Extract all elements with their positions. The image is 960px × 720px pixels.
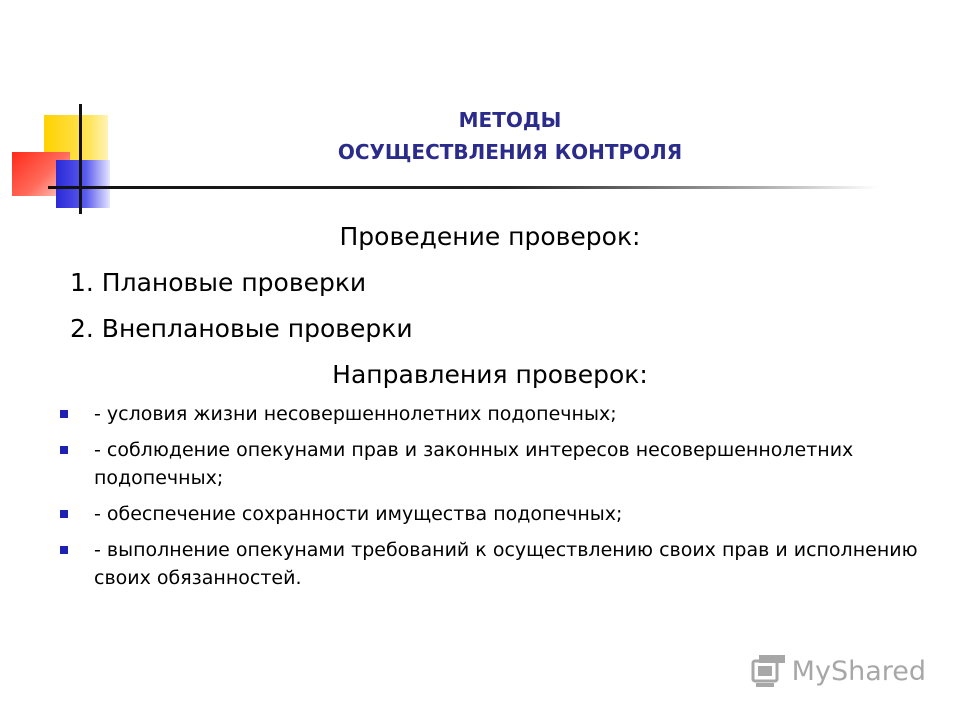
list-item-text: - обеспечение сохранности имущества подопечных; bbox=[94, 503, 623, 525]
list-item bbox=[58, 400, 938, 428]
list-item bbox=[58, 536, 938, 592]
list-item bbox=[58, 436, 938, 492]
vertical-rule bbox=[79, 104, 82, 214]
myshared-watermark bbox=[750, 652, 926, 690]
list-item bbox=[58, 500, 938, 528]
square-bullet-icon bbox=[60, 446, 68, 454]
title-divider bbox=[48, 186, 878, 189]
square-bullet-icon bbox=[60, 410, 68, 418]
title-line-1: МЕТОДЫ bbox=[458, 108, 562, 132]
unplanned-checks-item: 2. Внеплановые проверки bbox=[70, 314, 413, 343]
planned-checks-item: 1. Плановые проверки bbox=[70, 268, 367, 297]
list-item-text: - условия жизни несовершеннолетних подопечных; bbox=[94, 403, 617, 425]
watermark-text: MyShared bbox=[791, 655, 926, 687]
square-bullet-icon bbox=[60, 546, 68, 554]
square-bullet-icon bbox=[60, 510, 68, 518]
blue-square-decoration bbox=[56, 160, 110, 208]
list-item-text: - соблюдение опекунами прав и законных интересов несовершеннолетних подопечных; bbox=[94, 439, 854, 489]
title-line-2: ОСУЩЕСТВЛЕНИЯ КОНТРОЛЯ bbox=[337, 140, 683, 164]
slide-title bbox=[200, 104, 820, 168]
myshared-logo-icon bbox=[750, 652, 788, 690]
directions-list bbox=[58, 400, 938, 600]
directions-heading: Направления проверок: bbox=[332, 360, 648, 389]
list-item-text: - выполнение опекунами требований к осуществлению своих прав и исполнению своих обязанностей. bbox=[94, 539, 918, 589]
checks-heading: Проведение проверок: bbox=[339, 222, 641, 251]
